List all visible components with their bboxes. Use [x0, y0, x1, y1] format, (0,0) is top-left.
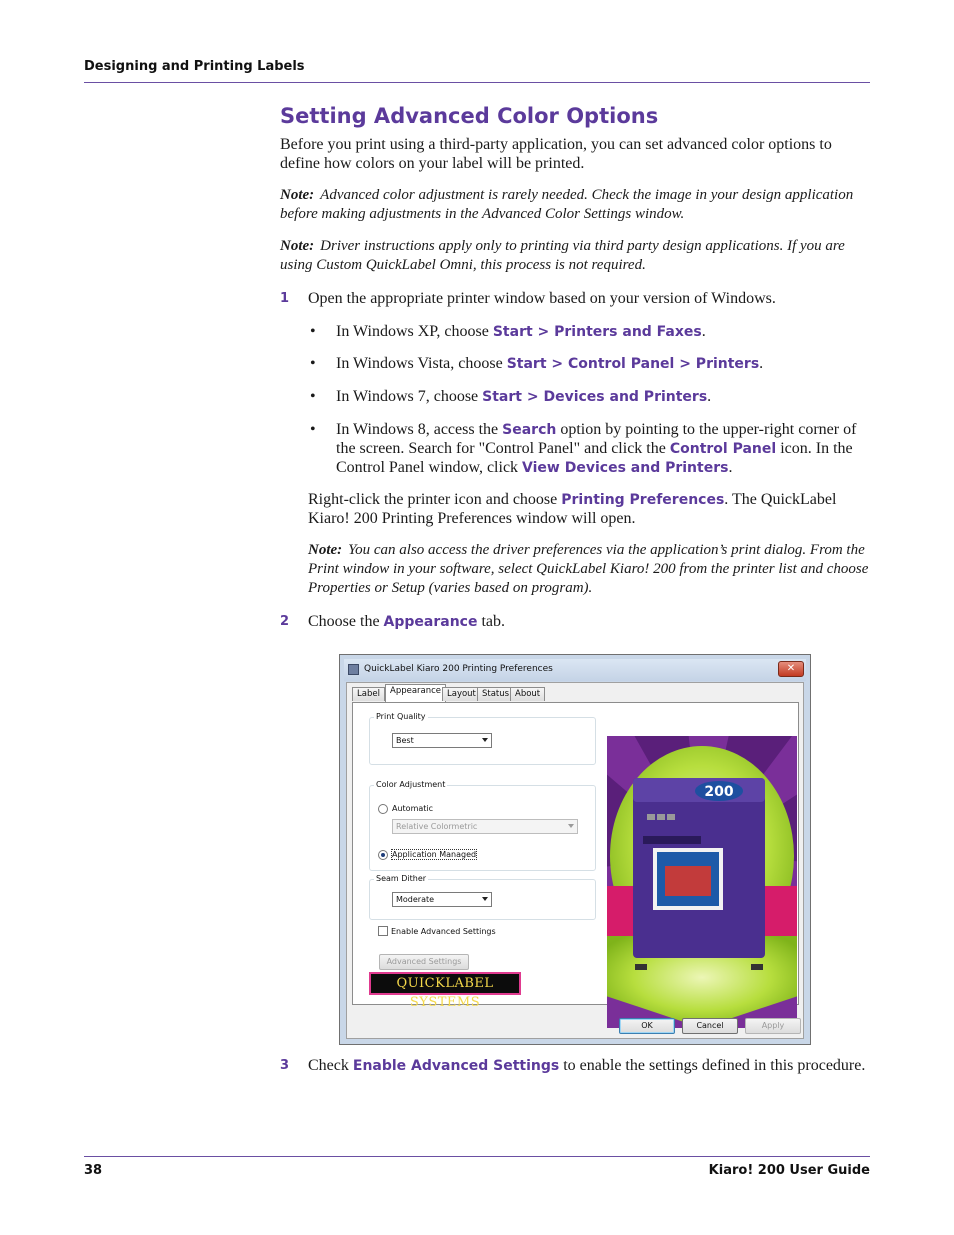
automatic-radio[interactable]: [378, 804, 388, 814]
ui-reference: Enable Advanced Settings: [352, 1058, 560, 1074]
quicklabel-logo: QUICKLABEL SYSTEMS: [369, 972, 521, 995]
step-text: tab.: [477, 613, 506, 630]
print-quality-group: [369, 712, 596, 765]
bullet-text: In Windows 7, choose: [336, 388, 483, 405]
chevron-down-icon: [482, 897, 488, 901]
bullet-text: .: [759, 355, 764, 372]
note-label: Note:: [280, 238, 315, 254]
bullet-windows-8: [336, 420, 876, 477]
color-adjustment-group: [369, 780, 596, 871]
bullet-text: icon. In the Control Panel window, click: [336, 440, 853, 476]
printer-badge: 200: [704, 784, 734, 800]
bullet-marker: •: [310, 323, 316, 340]
intro-paragraph: Before you print using a third-party application, you can set advanced color options to define how colors on your label will be printed.: [280, 136, 832, 172]
step-3-number: 3: [280, 1058, 290, 1073]
dialog-title: QuickLabel Kiaro 200 Printing Preferences: [364, 664, 553, 674]
guide-title: Kiaro! 200 User Guide: [708, 1163, 870, 1178]
bullet-marker: •: [310, 355, 316, 372]
note-text: Driver instructions apply only to printing via third party design applications. If you are using Custom QuickLabel Omni, this process is not required.: [280, 238, 845, 273]
step-text: Choose the: [308, 613, 384, 630]
tab-layout[interactable]: Layout: [442, 687, 481, 701]
note-3: [308, 541, 873, 598]
bullet-windows-vista: [336, 354, 876, 373]
select-value: Best: [396, 736, 414, 745]
apply-button[interactable]: Apply: [745, 1018, 801, 1034]
bullet-text: .: [701, 323, 706, 340]
bullet-text: .: [728, 459, 733, 476]
printing-preferences-dialog: [339, 654, 811, 1045]
running-header: Designing and Printing Labels: [84, 59, 305, 74]
printer-illustration: [607, 736, 797, 1028]
rendering-intent-select: [392, 819, 578, 834]
printer-icon: [348, 664, 359, 675]
step-2-text: [308, 612, 505, 631]
bullet-windows-7: [336, 387, 876, 406]
ui-reference: View Devices and Printers: [522, 460, 729, 476]
step-1-number: 1: [280, 291, 290, 306]
ui-reference: Printing Preferences: [561, 492, 725, 508]
close-button[interactable]: ✕: [778, 661, 804, 677]
tab-about[interactable]: About: [510, 687, 545, 701]
chevron-down-icon: [568, 824, 574, 828]
chevron-down-icon: [482, 738, 488, 742]
step-text: to enable the settings defined in this procedure.: [559, 1057, 866, 1074]
select-value: Moderate: [396, 895, 435, 904]
header-rule: [84, 82, 870, 83]
step-text: . The QuickLabel Kiaro! 200 Printing Preferences window will open.: [308, 491, 837, 527]
note-2: [280, 237, 872, 275]
step-text: Check: [308, 1057, 353, 1074]
bullet-text: option by pointing to the upper-right corner of the screen. Search for "Control Panel" and click the: [336, 421, 857, 457]
ui-reference: Start > Control Panel > Printers: [506, 356, 760, 372]
printer-product-image: [607, 736, 797, 1028]
tab-status[interactable]: Status: [477, 687, 514, 701]
step-3-text: [308, 1056, 878, 1075]
note-1: [280, 186, 872, 224]
note-label: Note:: [280, 187, 315, 203]
note-label: Note:: [308, 542, 343, 558]
bullet-text: In Windows Vista, choose: [336, 355, 507, 372]
group-label: Print Quality: [376, 712, 426, 721]
section-title: Setting Advanced Color Options: [280, 104, 659, 128]
appearance-pane: [352, 702, 799, 1010]
application-managed-label: Application Managed: [392, 850, 477, 859]
print-quality-select[interactable]: [392, 733, 492, 748]
step-1-after: [308, 490, 873, 528]
enable-advanced-checkbox[interactable]: [378, 926, 388, 936]
ui-reference: Start > Devices and Printers: [482, 389, 708, 405]
seam-dither-group: [369, 874, 596, 920]
group-label: Color Adjustment: [376, 780, 446, 789]
dialog-titlebar: [344, 659, 806, 681]
bullet-text: .: [707, 388, 712, 405]
bullet-text: In Windows 8, access the: [336, 421, 503, 438]
note-text: You can also access the driver preferences via the application’s print dialog. From the Print window in your software, select QuickLabel Kiaro! 200 from the printer list and choose Properties or Setup (varies based on program).: [308, 542, 869, 596]
ui-reference: Appearance: [383, 614, 478, 630]
note-text: Advanced color adjustment is rarely needed. Check the image in your design application before making adjustments in the Advanced Color Settings window.: [280, 187, 854, 222]
bullet-windows-xp: [336, 322, 876, 341]
automatic-label: Automatic: [392, 804, 434, 813]
advanced-settings-button[interactable]: Advanced Settings: [379, 954, 469, 970]
application-managed-radio[interactable]: [378, 850, 388, 860]
footer-rule: [84, 1156, 870, 1157]
tab-appearance[interactable]: Appearance: [385, 684, 446, 702]
cancel-button[interactable]: Cancel: [682, 1018, 738, 1034]
ui-reference: Control Panel: [669, 441, 777, 457]
bullet-marker: •: [310, 421, 316, 438]
ui-reference: Start > Printers and Faxes: [492, 324, 702, 340]
ok-button[interactable]: OK: [619, 1018, 675, 1034]
bullet-marker: •: [310, 388, 316, 405]
step-2-number: 2: [280, 614, 290, 629]
tab-label[interactable]: Label: [352, 687, 385, 701]
group-label: Seam Dither: [376, 874, 427, 883]
enable-advanced-label: Enable Advanced Settings: [391, 927, 496, 936]
ui-reference: Search: [502, 422, 557, 438]
select-value: Relative Colormetric: [396, 822, 478, 831]
step-1-text: Open the appropriate printer window based on your version of Windows.: [308, 290, 776, 307]
seam-dither-select[interactable]: [392, 892, 492, 907]
bullet-text: In Windows XP, choose: [336, 323, 493, 340]
dialog-client: [346, 682, 804, 1039]
step-text: Right-click the printer icon and choose: [308, 491, 562, 508]
page-number: 38: [84, 1163, 103, 1178]
